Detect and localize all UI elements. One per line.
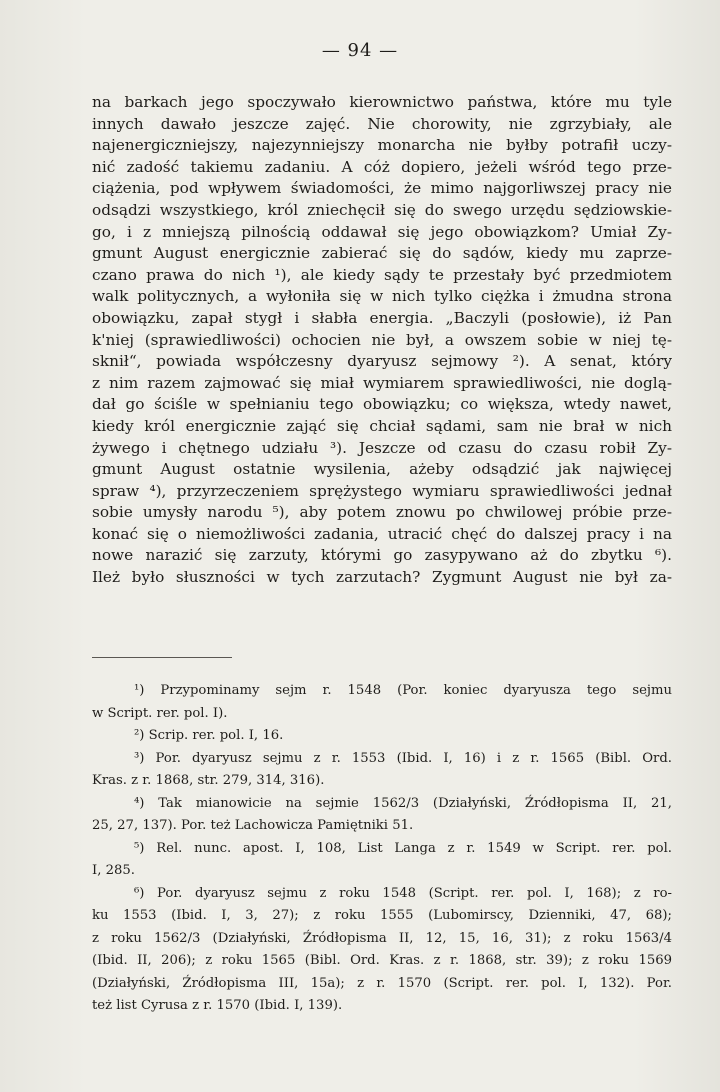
body-line: walk politycznych, a wyłoniła się w nich tylko ciężka i żmudna strona xyxy=(92,287,672,306)
body-line: z nim razem zajmować się miał wymiarem sprawiedliwości, nie doglą- xyxy=(92,373,672,392)
footnote-line: (Działyński, Źródłopisma III, 15a); z r. 1570 (Script. rer. pol. I, 132). Por. xyxy=(92,975,672,991)
footnote-line: ²) Scrip. rer. pol. I, 16. xyxy=(134,728,284,743)
body-line: spraw ⁴), przyrzeczeniem sprężystego wymiaru sprawiedliwości jednał xyxy=(92,481,672,500)
body-line: ciążenia, pod wpływem świadomości, że mimo najgorliwszej pracy nie xyxy=(92,179,672,198)
body-line: dał go ściśle w spełnianiu tego obowiązku; co większa, wtedy nawet, xyxy=(92,395,672,414)
body-line: obowiązku, zapał stygł i słabła energia. „Baczyli (posłowie), iż Pan xyxy=(92,308,672,327)
footnote-line: 25, 27, 137). Por. też Lachowicza Pamiętniki 51. xyxy=(92,818,414,833)
body-line: żywego i chętnego udziału ³). Jeszcze od czasu do czasu robił Zy- xyxy=(92,438,672,457)
footnote-separator xyxy=(92,657,232,658)
footnote-line: ⁵) Rel. nunc. apost. I, 108, List Langa z r. 1549 w Script. rer. pol. xyxy=(134,840,672,856)
body-line: Ileż było słuszności w tych zarzutach? Zygmunt August nie był za- xyxy=(92,568,672,587)
footnote-line: (Ibid. II, 206); z roku 1565 (Bibl. Ord. Kras. z r. 1868, str. 39); z roku 1569 xyxy=(92,953,672,968)
body-line: najenergiczniejszy, najezynniejszy monarcha nie byłby potrafił uczy- xyxy=(92,136,672,155)
body-line: gmunt August energicznie zabierać się do sądów, kiedy mu zaprze- xyxy=(92,244,672,263)
body-line: nowe narazić się zarzuty, którymi go zasypywano aż do zbytku ⁶). xyxy=(92,546,672,565)
footnote-line: też list Cyrusa z r. 1570 (Ibid. I, 139). xyxy=(92,998,343,1013)
body-line: innych dawało jeszcze zajęć. Nie chorowity, nie zgrzybiały, ale xyxy=(92,114,672,133)
footnote-line: Kras. z r. 1868, str. 279, 314, 316). xyxy=(92,773,325,788)
footnote-line: I, 285. xyxy=(92,863,135,878)
body-line: sobie umysły narodu ⁵), aby potem znowu po chwilowej próbie prze- xyxy=(92,503,672,522)
body-line: nić zadość takiemu zadaniu. A cóż dopiero, jeżeli wśród tego prze- xyxy=(92,157,672,176)
footnote-line: ¹) Przypominamy sejm r. 1548 (Por. koniec dyaryusza tego sejmu xyxy=(134,683,672,698)
body-line: odsądzi wszystkiego, król zniechęcił się do swego urzędu sędziowskie- xyxy=(92,200,672,219)
page-number: — 94 — xyxy=(321,40,399,61)
footnote-line: ⁴) Tak mianowicie na sejmie 1562/3 (Działyński, Źródłopisma II, 21, xyxy=(134,795,672,811)
body-line: gmunt August ostatnie wysilenia, ażeby odsądzić jak najwięcej xyxy=(92,460,672,479)
body-line: konać się o niemożliwości zadania, utracić chęć do dalszej pracy i na xyxy=(92,524,672,543)
footnote-line: w Script. rer. pol. I). xyxy=(92,705,228,721)
body-text xyxy=(92,92,672,589)
footnote-line: ³) Por. dyaryusz sejmu z r. 1553 (Ibid. I, 16) i z r. 1565 (Bibl. Ord. xyxy=(134,750,672,766)
footnote-line: ⁶) Por. dyaryusz sejmu z roku 1548 (Script. rer. pol. I, 168); z ro- xyxy=(134,885,672,901)
body-line: na barkach jego spoczywało kierownictwo państwa, które mu tyle xyxy=(92,93,672,111)
footnotes xyxy=(92,680,672,1018)
body-line: go, i z mniejszą pilnością oddawał się jego obowiązkom? Umiał Zy- xyxy=(92,222,672,241)
body-line: czano prawa do nich ¹), ale kiedy sądy te przestały być przedmiotem xyxy=(92,265,672,284)
body-line: k'niej (sprawiedliwości) ochocien nie był, a owszem sobie w niej tę- xyxy=(92,330,672,349)
body-line: kiedy król energicznie zająć się chciał sądami, sam nie brał w nich xyxy=(92,416,672,435)
footnote-line: z roku 1562/3 (Działyński, Źródłopisma II, 12, 15, 16, 31); z roku 1563/4 xyxy=(92,930,672,946)
footnote-line: ku 1553 (Ibid. I, 3, 27); z roku 1555 (Lubomirscy, Dzienniki, 47, 68); xyxy=(92,908,672,923)
body-line: sknił“, powiada współczesny dyaryusz sejmowy ²). A senat, który xyxy=(92,352,672,371)
